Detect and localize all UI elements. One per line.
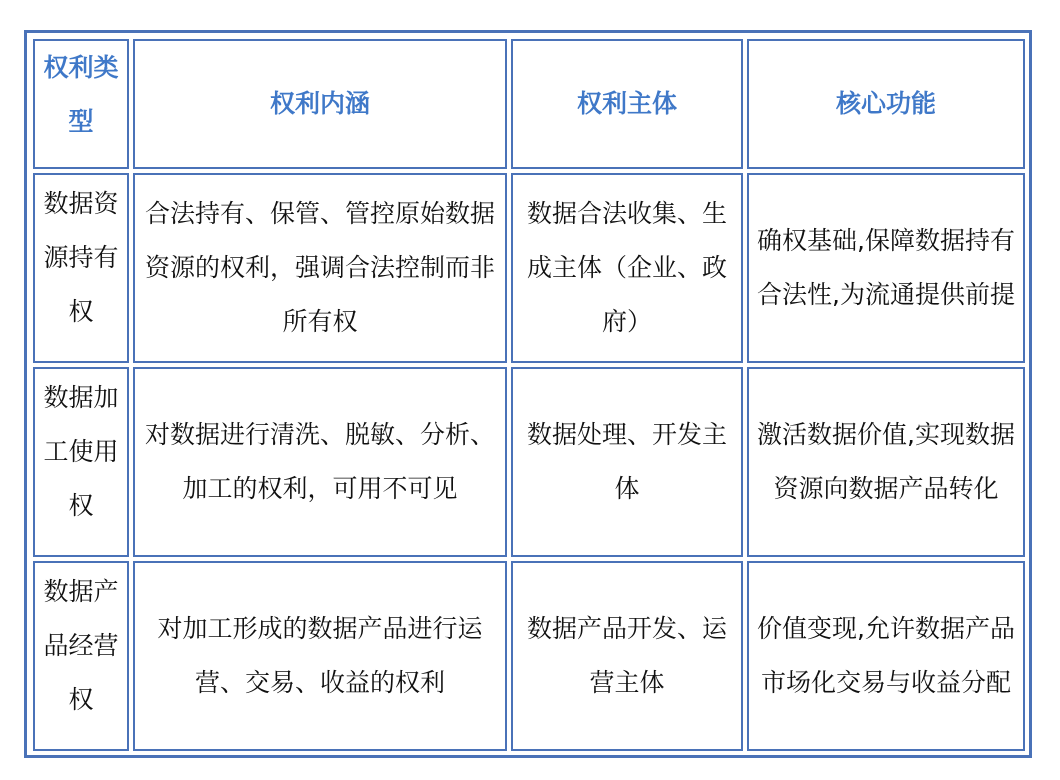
header-right-type: 权利类型 [33, 39, 129, 169]
table-header-row [33, 39, 1025, 169]
cell-right-meaning: 对数据进行清洗、脱敏、分析、加工的权利，可用不可见 [133, 367, 507, 557]
rights-table-frame [24, 30, 1032, 758]
header-core-function: 核心功能 [747, 39, 1025, 169]
table-row [33, 561, 1025, 751]
cell-right-subject: 数据合法收集、生成主体（企业、政府） [511, 173, 743, 363]
cell-right-subject: 数据处理、开发主体 [511, 367, 743, 557]
header-right-subject: 权利主体 [511, 39, 743, 169]
table-row [33, 367, 1025, 557]
cell-right-meaning: 对加工形成的数据产品进行运营、交易、收益的权利 [133, 561, 507, 751]
header-right-meaning: 权利内涵 [133, 39, 507, 169]
cell-right-type: 数据产品经营权 [33, 561, 129, 751]
table-row [33, 173, 1025, 363]
cell-right-type: 数据资源持有权 [33, 173, 129, 363]
cell-right-type: 数据加工使用权 [33, 367, 129, 557]
cell-right-meaning: 合法持有、保管、管控原始数据资源的权利，强调合法控制而非所有权 [133, 173, 507, 363]
cell-right-subject: 数据产品开发、运营主体 [511, 561, 743, 751]
cell-core-function: 确权基础,保障数据持有合法性,为流通提供前提 [747, 173, 1025, 363]
cell-core-function: 价值变现,允许数据产品市场化交易与收益分配 [747, 561, 1025, 751]
rights-table [29, 35, 1029, 755]
cell-core-function: 激活数据价值,实现数据资源向数据产品转化 [747, 367, 1025, 557]
